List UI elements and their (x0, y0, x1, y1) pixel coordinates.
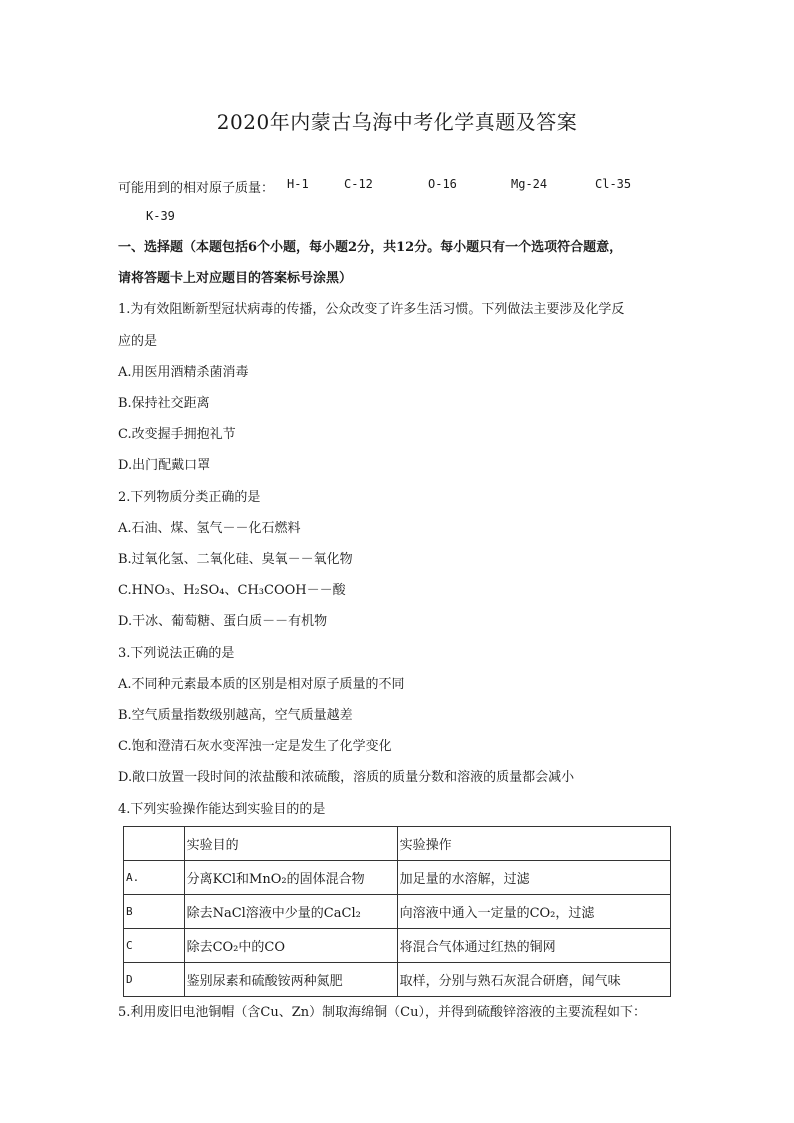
table-cell: 分离KCl和MnO₂的固体混合物 (184, 861, 397, 895)
table-cell: B (124, 895, 185, 929)
table-cell: 加足量的水溶解，过滤 (397, 861, 670, 895)
table-cell: C (124, 929, 185, 963)
atomic-mass-o: O-16 (428, 177, 457, 191)
table-row (124, 929, 671, 963)
q4-stem: 4.下列实验操作能达到实验目的的是 (118, 802, 326, 817)
q1-option-c: C.改变握手拥抱礼节 (118, 427, 236, 442)
q3-option-a: A.不同种元素最本质的区别是相对原子质量的不同 (118, 677, 405, 692)
table-cell: A. (124, 861, 185, 895)
table-cell: 向溶液中通入一定量的CO₂，过滤 (397, 895, 670, 929)
q2-option-d: D.干冰、葡萄糖、蛋白质－－有机物 (118, 614, 328, 629)
q1-stem-line1: 1.为有效阻断新型冠状病毒的传播，公众改变了许多生活习惯。下列做法主要涉及化学反 (118, 302, 625, 317)
atomic-mass-h: H-1 (287, 177, 309, 191)
q3-stem: 3.下列说法正确的是 (118, 646, 235, 661)
q1-option-b: B.保持社交距离 (118, 396, 210, 411)
q2-option-a: A.石油、煤、氢气－－化石燃料 (118, 521, 301, 536)
q3-option-c: C.饱和澄清石灰水变浑浊一定是发生了化学变化 (118, 739, 392, 754)
q2-stem: 2.下列物质分类正确的是 (118, 490, 261, 505)
table-cell: D (124, 963, 185, 997)
table-row (124, 895, 671, 929)
table-cell: 除去CO₂中的CO (184, 929, 397, 963)
table-header-cell: 实验操作 (397, 827, 670, 861)
q4-experiment-table (123, 826, 671, 997)
q3-option-d: D.敞口放置一段时间的浓盐酸和浓硫酸，溶质的质量分数和溶液的质量都会减小 (118, 770, 575, 785)
atomic-mass-k: K-39 (146, 209, 175, 223)
table-cell: 将混合气体通过红热的铜网 (397, 929, 670, 963)
q2-option-c: C.HNO₃、H₂SO₄、CH₃COOH－－酸 (118, 583, 346, 598)
q5-stem: 5.利用废旧电池铜帽（含Cu、Zn）制取海绵铜（Cu），并得到硫酸锌溶液的主要流程如下： (118, 1005, 646, 1020)
table-header-cell: 实验目的 (184, 827, 397, 861)
table-cell: 取样，分别与熟石灰混合研磨，闻气味 (397, 963, 670, 997)
table-cell: 除去NaCl溶液中少量的CaCl₂ (184, 895, 397, 929)
q2-option-b: B.过氧化氢、二氧化硅、臭氧－－氧化物 (118, 552, 353, 567)
page-title: 2020年内蒙古乌海中考化学真题及答案 (216, 110, 578, 134)
q1-option-d: D.出门配戴口罩 (118, 458, 211, 473)
table-header-row (124, 827, 671, 861)
section-heading-line2: 请将答题卡上对应题目的答案标号涂黑） (118, 271, 353, 286)
atomic-masses-label: 可能用到的相对原子质量： (118, 181, 275, 196)
atomic-mass-cl: Cl-35 (595, 177, 632, 191)
table-row (124, 963, 671, 997)
section-heading-line1: 一、选择题（本题包括6个小题，每小题2分，共12分。每小题只有一个选项符合题意， (118, 240, 623, 255)
table-cell: 鉴别尿素和硫酸铵两种氮肥 (184, 963, 397, 997)
table-row (124, 861, 671, 895)
q3-option-b: B.空气质量指数级别越高，空气质量越差 (118, 708, 353, 723)
q1-stem-line2: 应的是 (118, 334, 158, 349)
atomic-mass-c: C-12 (344, 177, 373, 191)
q1-option-a: A.用医用酒精杀菌消毒 (118, 365, 249, 380)
table-header-cell (124, 827, 185, 861)
atomic-mass-mg: Mg-24 (511, 177, 548, 191)
